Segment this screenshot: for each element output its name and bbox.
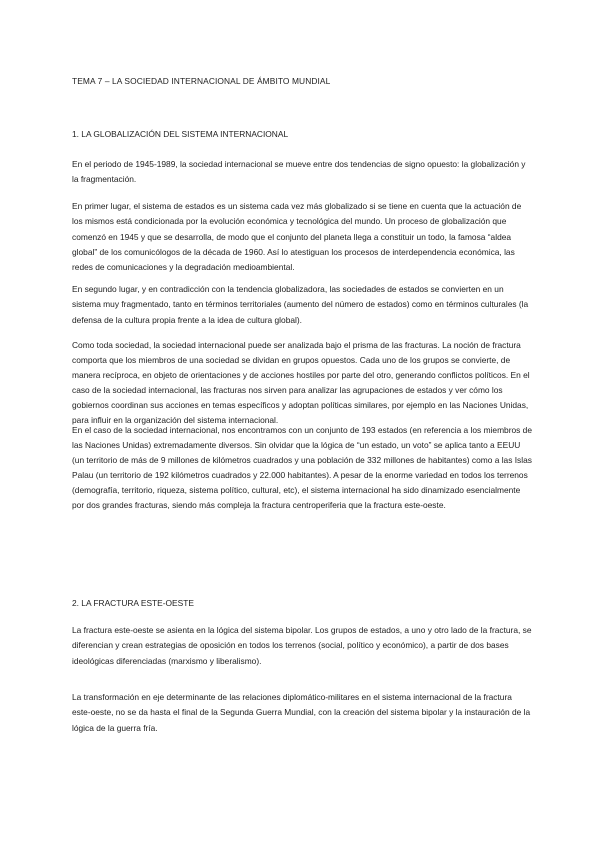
- document-title: TEMA 7 – LA SOCIEDAD INTERNACIONAL DE ÁMBITO MUNDIAL: [72, 76, 331, 86]
- paragraph: En segundo lugar, y en contradicción con la tendencia globalizadora, las sociedades de estados se convierten en un sistema muy fragmentado, tanto en términos territoriales (aumento del número de estados) como en términos culturales (la defensa de la cultura propia frente a la idea de cultura global).: [72, 284, 529, 325]
- paragraph: En el periodo de 1945-1989, la sociedad internacional se mueve entre dos tendencias de signo opuesto: la globalización y la fragmentación.: [72, 159, 526, 185]
- paragraph: En primer lugar, el sistema de estados es un sistema cada vez más globalizado si se tiene en cuenta que la actuación de los mismos está condicionada por la evolución económica y tecnológica del mundo. Un proceso de globalización que comenzó en 1945 y que se desarrolla, de modo que el conjunto del planeta llega a constituir un todo, la famosa “aldea global” de los comunicólogos de la década de 1960. Así lo atestiguan los procesos de interdependencia económica, las redes de comunicaciones y la degradación medioambiental.: [72, 201, 522, 273]
- paragraph: La fractura este-oeste se asienta en la lógica del sistema bipolar. Los grupos de estados, a uno y otro lado de la fractura, se diferencian y crean estrategias de oposición en todos los terrenos (social, político y económico), a partir de dos bases ideológicas diferenciadas (marxismo y liberalismo).: [72, 625, 532, 666]
- paragraph: En el caso de la sociedad internacional, nos encontramos con un conjunto de 193 estados (en referencia a los miembros de las Naciones Unidas) extremadamente diversos. Sin olvidar que la lógica de “un estado, un voto” se aplica tanto a EEUU (un territorio de más de 9 millones de kilómetros cuadrados y una población de 332 millones de habitantes) como a las Islas Palau (un territorio de 192 kilómetros cuadrados y 22.000 habitantes). A pesar de la enorme variedad en todos los terrenos (demografía, territorio, riqueza, sistema político, cultural, etc), el sistema internacional ha sido dinamizado esencialmente por dos grandes fracturas, siendo más compleja la fractura centroperiferia que la fractura este-oeste.: [72, 425, 532, 511]
- section-2-heading: 2. LA FRACTURA ESTE-OESTE: [72, 598, 194, 608]
- section-1-heading: 1. LA GLOBALIZACIÓN DEL SISTEMA INTERNACIONAL: [72, 129, 289, 139]
- paragraph: Como toda sociedad, la sociedad internacional puede ser analizada bajo el prisma de las fracturas. La noción de fractura comporta que los miembros de una sociedad se dividan en grupos opuestos. Cada uno de los grupos se convierte, de manera recíproca, en objeto de orientaciones y de acciones hostiles por parte del otro, generando conflictos políticos. En el caso de la sociedad internacional, las fracturas nos sirven para analizar las agrupaciones de estados y ver cómo los gobiernos coordinan sus acciones en temas específicos y adoptan políticas similares, por ejemplo en las Naciones Unidas, para influir en la organización del sistema internacional.: [72, 340, 530, 426]
- paragraph: La transformación en eje determinante de las relaciones diplomático-militares en el sistema internacional de la fractura este-oeste, no se da hasta el final de la Segunda Guerra Mundial, con la creación del sistema bipolar y la instauración de la lógica de la guerra fría.: [72, 692, 531, 733]
